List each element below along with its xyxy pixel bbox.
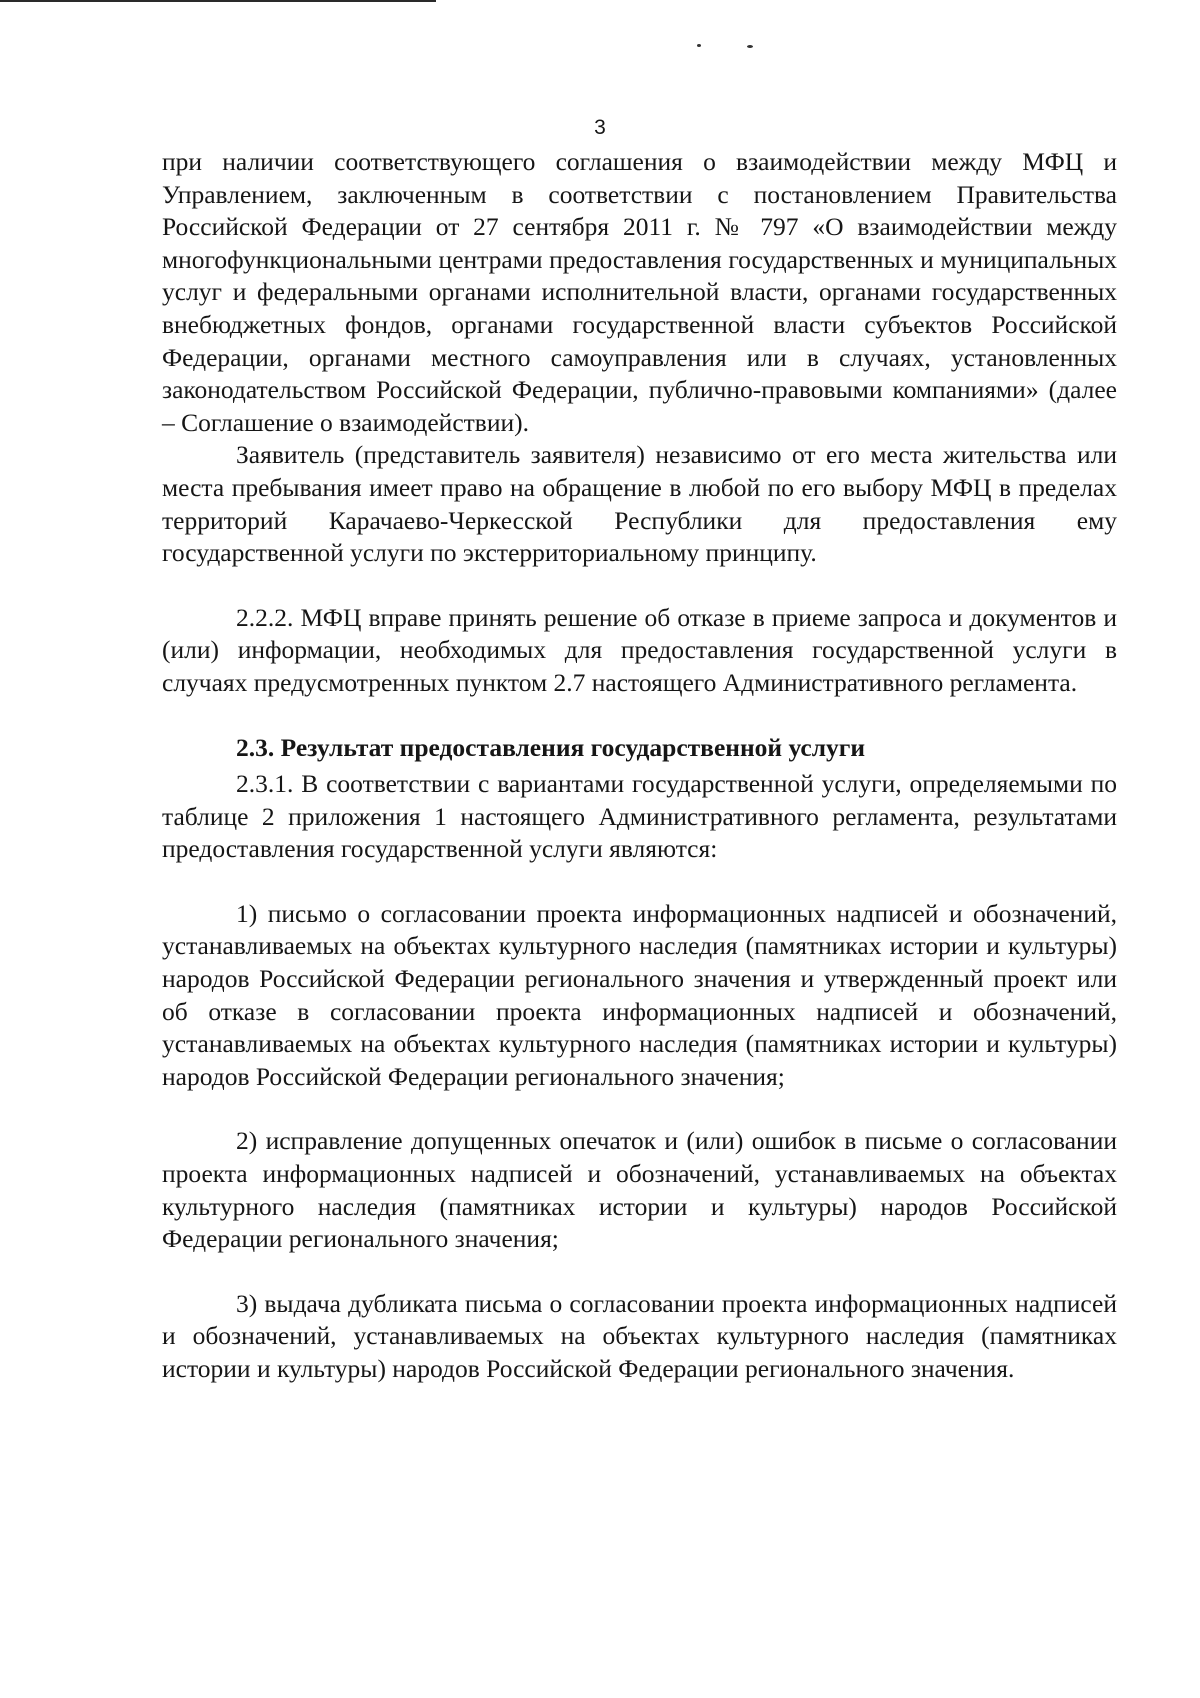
scan-speck <box>747 45 753 48</box>
paragraph-2-2-2: 2.2.2. МФЦ вправе принять решение об отказе в приеме запроса и документов и (или) информации, необходимых для предоставления государственной услуги в случаях предусмотренных пунктом 2.7 настоящего Административного регламента. <box>162 602 1117 697</box>
paragraph-2-3-1: 2.3.1. В соответствии с вариантами государственной услуги, определяемыми по таблице 2 приложения 1 настоящего Административного регламента, результатами предоставления государственной услуги являются: <box>162 769 1117 864</box>
paragraph-applicant-right: Заявитель (представитель заявителя) независимо от его места жительства или места пребывания имеет право на обращение в любой по его выбору МФЦ в пределах территорий Карачаево-Черкесской Республики для предоставления ему государственной услуги по экстерриториальному принципу. <box>162 440 1117 568</box>
scan-edge-line <box>0 0 436 2</box>
document-body <box>162 146 1117 1386</box>
scan-speck <box>697 44 701 47</box>
paragraph-agreement: при наличии соответствующего соглашения о взаимодействии между МФЦ и Управлением, заключенным в соответствии с постановлением Правительства Российской Федерации от 27 сентября 2011 г. № 797 «О взаимодействии между многофункциональными центрами предоставления государственных и муниципальных услуг и федеральными органами исполнительной власти, органами государственных внебюджетных фондов, органами государственной власти субъектов Российской Федерации, органами местного самоуправления или в случаях, установленных законодательством Российской Федерации, публично-правовыми компаниями» (далее – Соглашение о взаимодействии). <box>162 147 1117 437</box>
section-heading-2-3: 2.3. Результат предоставления государственной услуги <box>236 732 866 762</box>
list-item-3: 3) выдача дубликата письма о согласовании проекта информационных надписей и обозначений, устанавливаемых на объектах культурного наследия (памятниках истории и культуры) народов Российской Федерации регионального значения. <box>162 1288 1117 1383</box>
list-item-1: 1) письмо о согласовании проекта информационных надписей и обозначений, устанавливаемых на объектах культурного наследия (памятниках истории и культуры) народов Российской Федерации регионального значения и утвержденный проект или об отказе в согласовании проекта информационных надписей и обозначений, устанавливаемых на объектах культурного наследия (памятниках истории и культуры) народов Российской Федерации регионального значения; <box>162 898 1117 1091</box>
list-item-2: 2) исправление допущенных опечаток и (или) ошибок в письме о согласовании проекта информационных надписей и обозначений, устанавливаемых на объектах культурного наследия (памятниках истории и культуры) народов Российской Федерации регионального значения; <box>162 1126 1117 1254</box>
page-number: 3 <box>594 116 606 139</box>
